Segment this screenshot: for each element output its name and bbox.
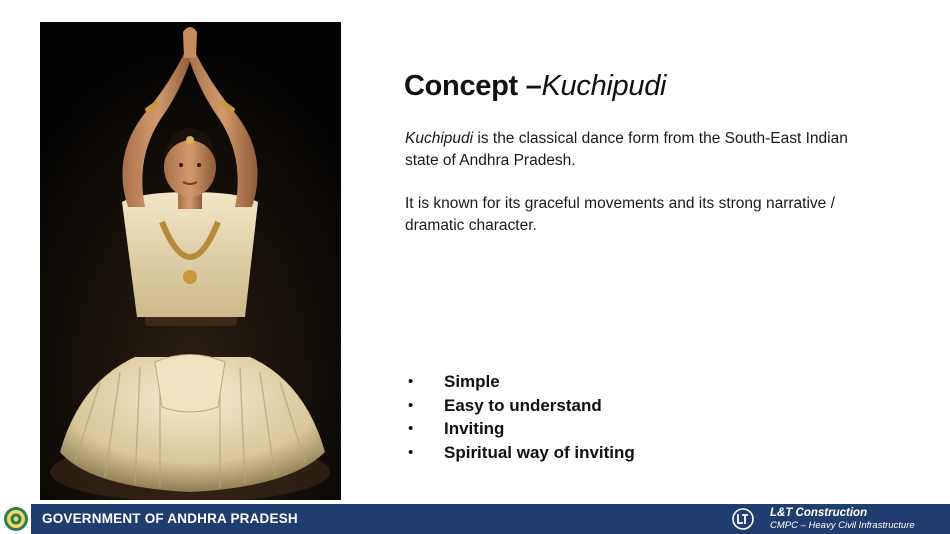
bullet-icon: •	[408, 373, 414, 390]
bullet-item: • Simple	[404, 370, 635, 394]
bullet-icon: •	[408, 420, 414, 438]
kuchipudi-dancer-photo	[40, 22, 341, 500]
andhra-pradesh-emblem-icon	[0, 504, 31, 534]
bullet-icon: •	[408, 444, 414, 462]
footer-bar	[0, 504, 950, 534]
description-text: is the classical dance form from the South-East Indian state of Andhra Pradesh.	[405, 130, 848, 169]
division-name: CMPC – Heavy Civil Infrastructure	[770, 520, 915, 531]
government-label: GOVERNMENT OF ANDHRA PRADESH	[42, 511, 298, 526]
bullet-list	[404, 370, 635, 465]
bullet-item: • Spiritual way of inviting	[404, 441, 635, 465]
slide-title	[404, 70, 666, 103]
company-name: L&T Construction	[770, 507, 868, 519]
title-italic: Kuchipudi	[541, 70, 667, 102]
bullet-item: • Inviting	[404, 417, 635, 441]
lt-logo-icon	[732, 508, 754, 530]
bullet-icon: •	[408, 396, 414, 414]
character-paragraph: It is known for its graceful movements and its strong narrative / dramatic character.	[405, 195, 835, 234]
bullet-item: • Easy to understand	[404, 394, 635, 418]
description-italic-term: Kuchipudi	[405, 130, 474, 147]
description-paragraph	[405, 128, 875, 172]
title-main: Concept –	[404, 70, 542, 102]
